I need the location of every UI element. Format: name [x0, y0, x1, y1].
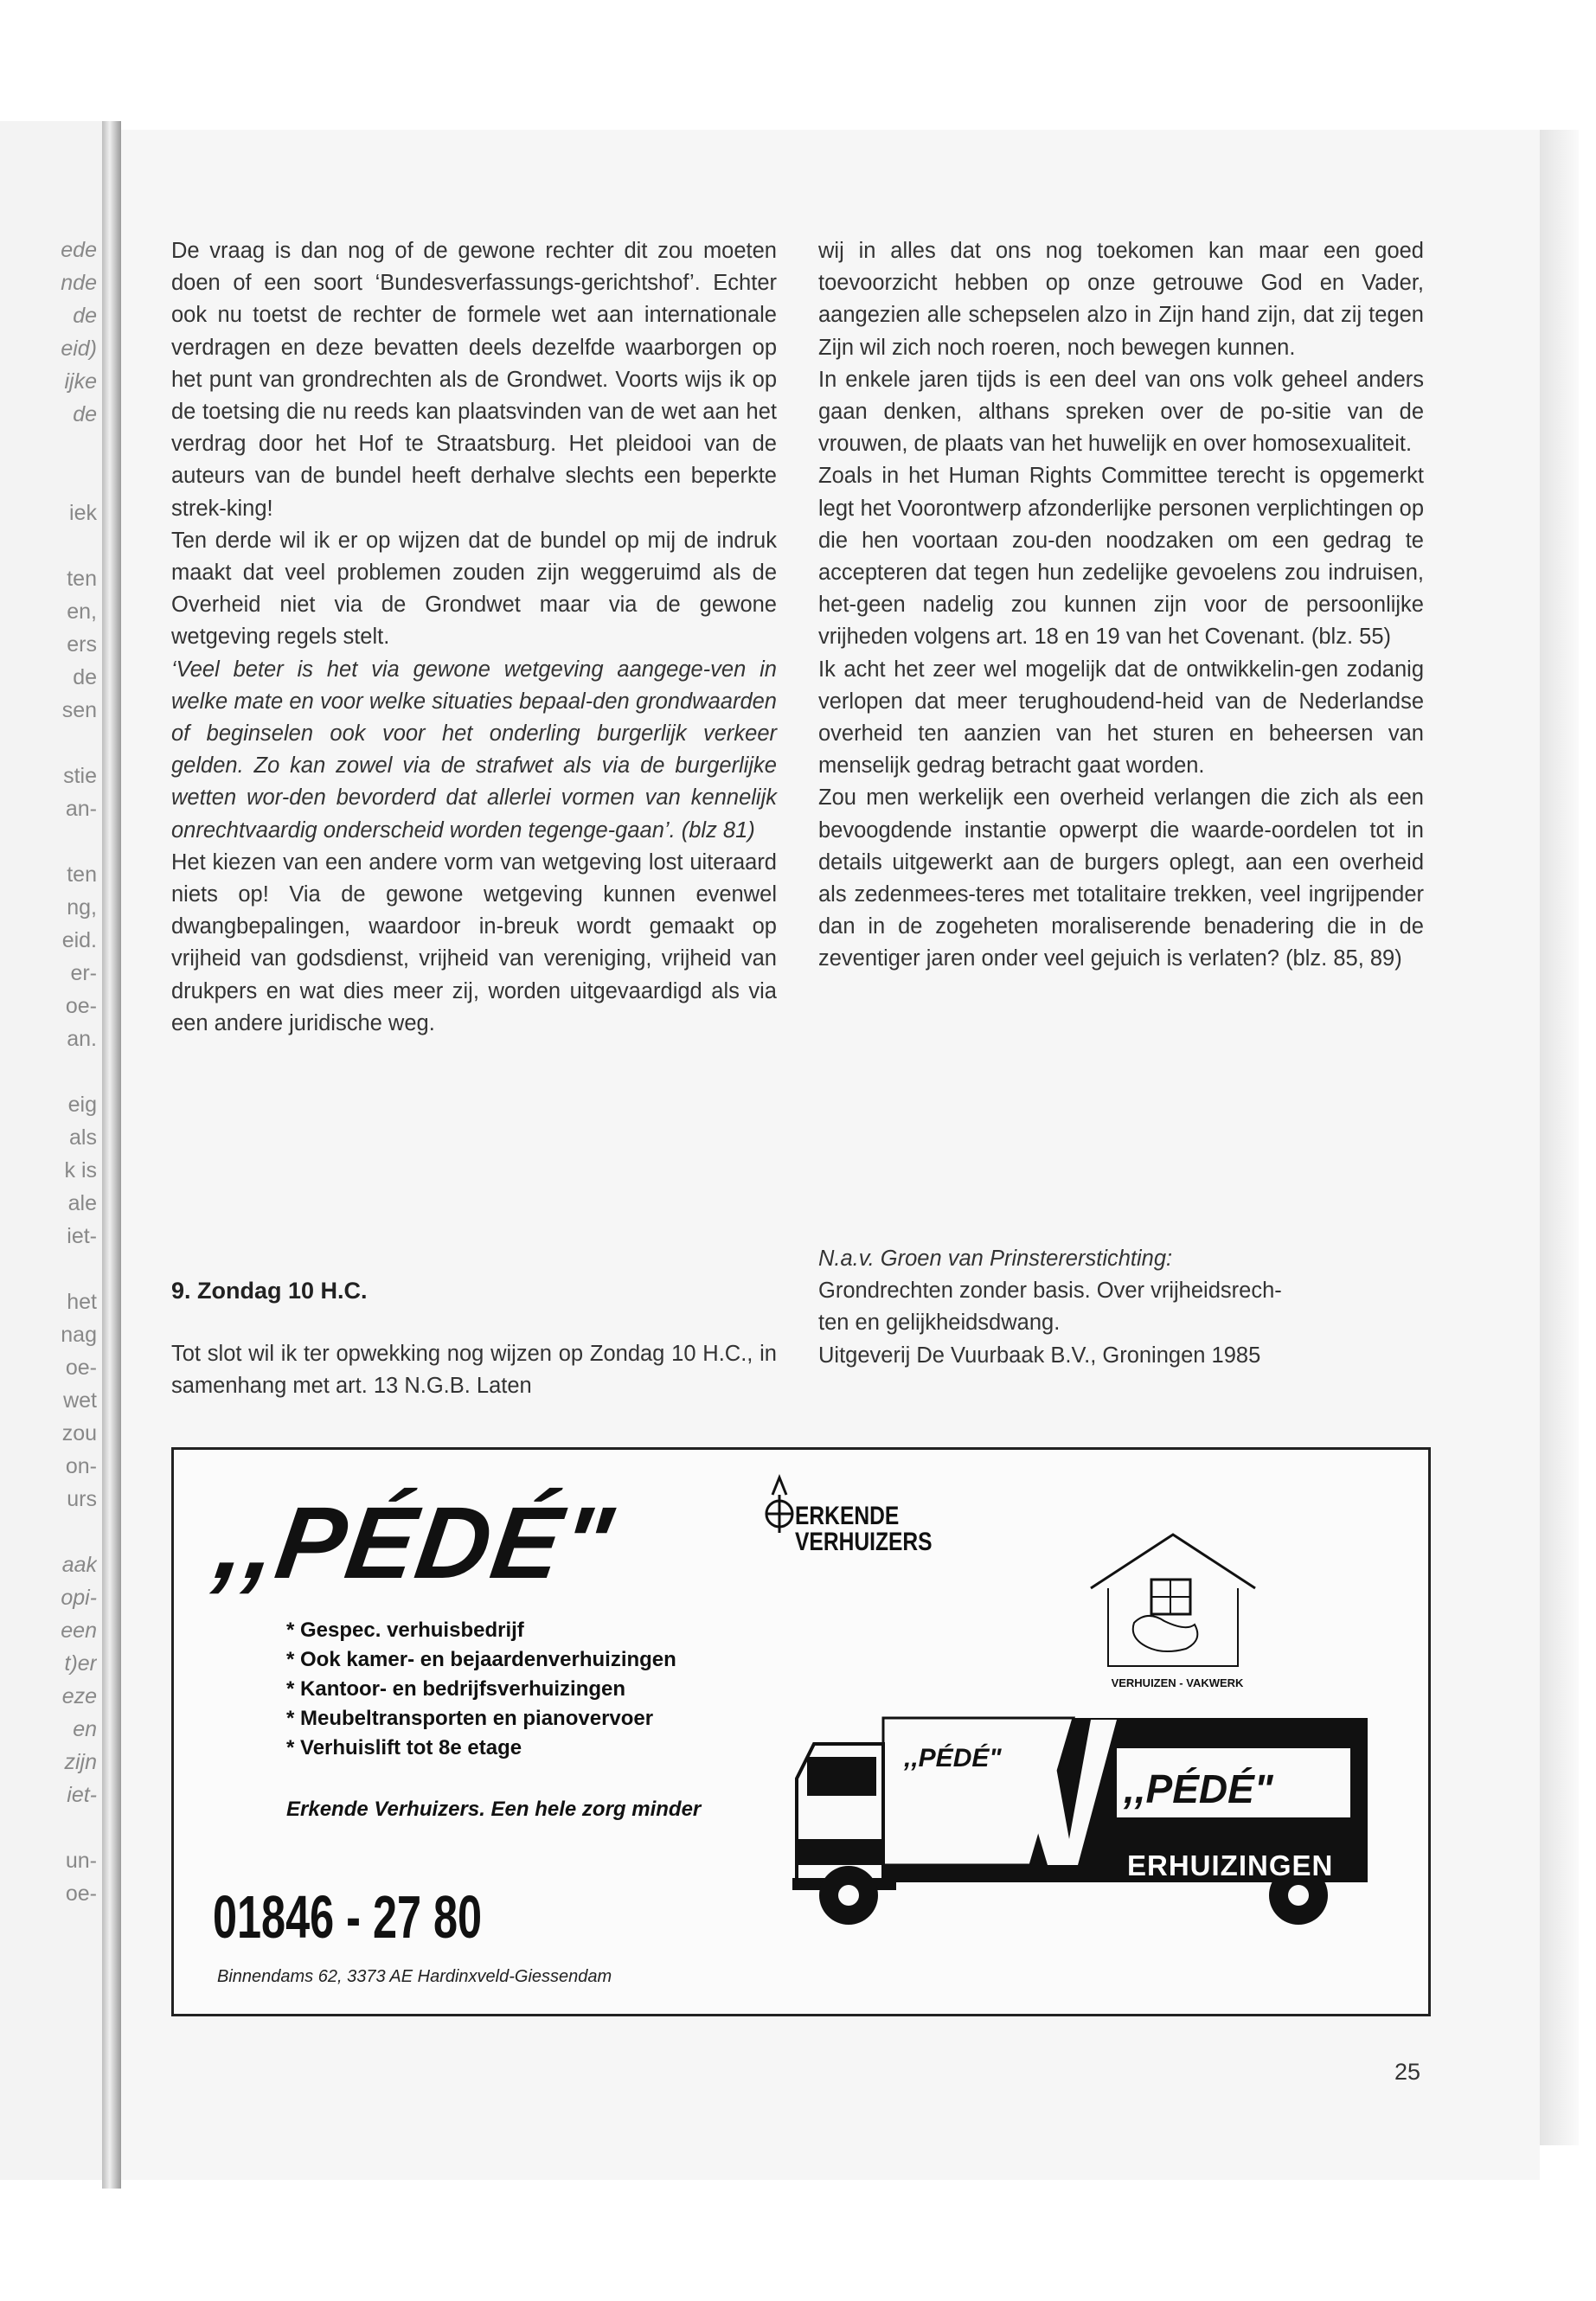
cutoff-line — [0, 727, 97, 760]
cutoff-line — [0, 825, 97, 858]
cutoff-line: zijn — [64, 1750, 97, 1774]
citation-source: N.a.v. Groen van Prinstererstichting: — [818, 1247, 1173, 1271]
erkende-label: ERKENDE — [795, 1502, 900, 1530]
cutoff-line: het — [67, 1290, 97, 1314]
cutoff-line: ng, — [67, 895, 97, 920]
citation-publisher: Uitgeverij De Vuurbaak B.V., Groningen 1985 — [818, 1343, 1261, 1368]
left-column — [171, 235, 777, 1040]
cutoff-line: ijke — [64, 369, 97, 394]
cutoff-line: de — [73, 402, 97, 426]
moving-truck-icon — [788, 1709, 1376, 1934]
erkende-verhuizers-emblem-icon — [762, 1469, 797, 1538]
cutoff-line: oe- — [65, 994, 97, 1018]
verhuizers-label: VERHUIZERS — [795, 1528, 933, 1556]
cutoff-line: een — [61, 1618, 97, 1643]
house-emblem-icon — [1082, 1528, 1264, 1675]
cutoff-line: t)er — [64, 1651, 97, 1676]
paragraph: In enkele jaren tijds is een deel van ons volk geheel anders gaan denken, althans spreken over de po-sitie van de vrouwen, de plaats van het huwelijk en over homosexualiteit. — [818, 367, 1424, 457]
cutoff-line: zou — [61, 1421, 97, 1445]
previous-page-cutoff-text — [0, 234, 97, 1910]
paragraph: Zou men werkelijk een overheid verlangen die zich als een bevoogdende instantie opwerpt die waarde-oordelen tot in details uitgewerkt aan de burgers oplegt, aan een overheid als zedenmees-teres met totalitaire trekken, veel ingrijpender dan in de zogeheten moraliserende benadering die in de zeventiger jaren onder veel gejuich is verlaten? (blz. 85, 89) — [818, 785, 1424, 971]
cutoff-line: opi- — [61, 1586, 97, 1610]
cutoff-line — [0, 464, 97, 497]
ad-tagline: Erkende Verhuizers. Een hele zorg minder — [286, 1798, 702, 1821]
truck-box-logo: ,,PÉDÉ" — [1124, 1766, 1273, 1811]
cutoff-line: oe- — [65, 1356, 97, 1380]
right-column — [818, 235, 1424, 976]
services-list — [286, 1616, 676, 1763]
cutoff-line: ten — [67, 862, 97, 887]
cutoff-line — [0, 1253, 97, 1285]
cutoff-line: an. — [67, 1027, 97, 1051]
cutoff-line: eid. — [61, 928, 97, 952]
cutoff-line: de — [73, 665, 97, 689]
cutoff-line: ten — [67, 567, 97, 591]
cutoff-line: on- — [65, 1454, 97, 1478]
cutoff-line — [0, 1055, 97, 1088]
cutoff-line: nde — [61, 271, 97, 295]
service-item: * Kantoor- en bedrijfsverhuizingen — [286, 1675, 676, 1704]
page-number: 25 — [1394, 2059, 1421, 2085]
cutoff-line: eig — [67, 1093, 97, 1117]
cutoff-line: als — [69, 1125, 97, 1150]
advertisement — [171, 1447, 1431, 2016]
citation-title: Grondrechten zonder basis. Over vrijheidsrech- — [818, 1279, 1282, 1304]
cutoff-line: un- — [65, 1849, 97, 1873]
truck-box-lettering: ERHUIZINGEN — [1127, 1849, 1334, 1881]
cutoff-line — [0, 1516, 97, 1548]
erkende-verhuizers-text — [795, 1503, 933, 1555]
service-item: * Verhuislift tot 8e etage — [286, 1734, 676, 1763]
paragraph: Het kiezen van een andere vorm van wetgeving lost uiteraard niets op! Via de gewone wetgeving kunnen evenwel dwangbepalingen, waardoor in-breuk wordt gemaakt op vrijheid van godsdienst, vrijheid van vereniging, vrijheid van drukpers en wat dies meer zij, worden uitgevaardigd als via een andere juridische weg. — [171, 849, 777, 1035]
cutoff-line: de — [73, 304, 97, 328]
section-heading: 9. Zondag 10 H.C. — [171, 1278, 368, 1304]
truck-cab-logo: ,,PÉDÉ" — [904, 1744, 1002, 1772]
quotation: ‘Veel beter is het via gewone wetgeving aangege-ven in welke mate en voor welke situaties bepaal-den grondwaarden of beginselen ook voor het onderling burgerlijk verkeer gelden. Zo kan zowel via de strafwet als via de burgerlijke wetten wor-den bevorderd dat allerlei vormen van kennelijk onrechtvaardig onderscheid worden tegenge-gaan’. (blz 81) — [171, 657, 777, 843]
cutoff-line: iet- — [67, 1224, 97, 1248]
cutoff-line: k is — [64, 1158, 97, 1183]
cutoff-line: ede — [61, 238, 97, 262]
cutoff-line: en, — [67, 599, 97, 624]
paragraph: Ten derde wil ik er op wijzen dat de bundel op mij de indruk maakt dat veel problemen zouden zijn weggeruimd als de Overheid niet via de Grondwet maar via de gewone wetgeving regels stelt. — [171, 528, 777, 650]
address: Binnendams 62, 3373 AE Hardinxveld-Giessendam — [217, 1967, 612, 1986]
citation-subtitle: ten en gelijkheidsdwang. — [818, 1311, 1061, 1336]
pede-logo: ,,PÉDÉ" — [208, 1486, 621, 1600]
cutoff-line: nag — [61, 1323, 97, 1347]
book-citation — [818, 1243, 1424, 1372]
cutoff-line: iek — [69, 501, 97, 525]
phone-number: 01846 - 27 80 — [213, 1883, 483, 1951]
cutoff-line: iet- — [67, 1783, 97, 1807]
cutoff-line: aak — [61, 1553, 97, 1577]
service-item: * Ook kamer- en bejaardenverhuizingen — [286, 1645, 676, 1675]
cutoff-line — [0, 1811, 97, 1844]
page-edge — [1540, 130, 1579, 2145]
cutoff-line: er- — [70, 961, 97, 985]
cutoff-line: wet — [63, 1388, 97, 1413]
cutoff-line: ale — [67, 1191, 97, 1215]
service-item: * Meubeltransporten en pianovervoer — [286, 1704, 676, 1734]
paragraph: wij in alles dat ons nog toekomen kan maar een goed toevoorzicht hebben op onze getrouwe God en Vader, aangezien alle schepselen alzo in Zijn hand zijn, dat zij tegen Zijn wil zich noch roeren, noch bewegen kunnen. — [818, 239, 1424, 360]
cutoff-line: eid) — [61, 336, 97, 361]
closing-paragraph: Tot slot wil ik ter opwekking nog wijzen op Zondag 10 H.C., in samenhang met art. 13 N.G.B. Laten — [171, 1342, 777, 1399]
book-spine — [102, 121, 121, 2189]
cutoff-line: sen — [61, 698, 97, 722]
cutoff-line: an- — [65, 797, 97, 821]
cutoff-line: stie — [63, 764, 97, 788]
cutoff-line: urs — [67, 1487, 97, 1511]
paragraph: De vraag is dan nog of de gewone rechter dit zou moeten doen of een soort ‘Bundesverfassungs-gerichtshof’. Echter ook nu toetst de rechter de formele wet aan internationale verdragen en deze bevatten deels dezelfde waarborgen op het punt van grondrechten als de Grondwet. Voorts wijs ik op de toetsing die nu reeds kan plaatsvinden van de wet aan het verdrag door het Hof te Straatsburg. Het pleidooi van de auteurs van de bundel heeft derhalve slechts een beperkte strek-king! — [171, 239, 777, 521]
cutoff-line: eze — [61, 1684, 97, 1708]
paragraph: Zoals in het Human Rights Committee terecht is opgemerkt legt het Voorontwerp afzonderlijke personen verplichtingen op die hen voortaan zou-den noodzaken om een gedrag te accepteren dat tegen hun zedelijke gevoelens zou indruisen, het-geen nadelig zou kunnen zijn voor de persoonlijke vrijheden volgens art. 18 en 19 van het Covenant. (blz. 55) — [818, 464, 1424, 650]
paragraph: Ik acht het zeer wel mogelijk dat de ontwikkelin-gen zodanig verlopen dat meer terughoudend-heid van de Nederlandse overheid ten aanzien van het sturen en beheersen van menselijk gedrag betracht gaat worden. — [818, 657, 1424, 779]
house-emblem-label: VERHUIZEN - VAKWERK — [1111, 1676, 1244, 1689]
cutoff-line: oe- — [65, 1881, 97, 1906]
cutoff-line: en — [73, 1717, 97, 1741]
cutoff-line — [0, 529, 97, 562]
cutoff-line — [0, 431, 97, 464]
cutoff-line: ers — [67, 632, 97, 657]
service-item: * Gespec. verhuisbedrijf — [286, 1616, 676, 1645]
